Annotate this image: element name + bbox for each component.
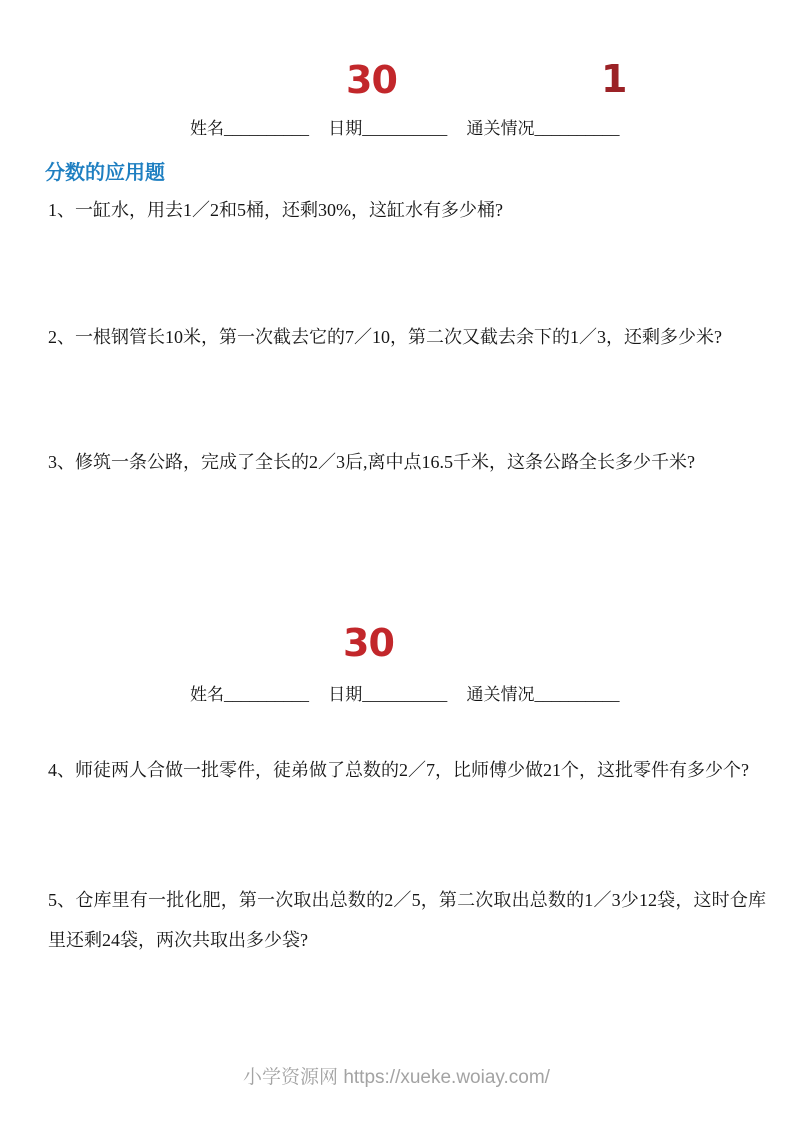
site-footer: 小学资源网 https://xueke.woiay.com/ [243,1067,550,1088]
info-row-top [190,118,620,140]
name-blank: 姓名__________ [190,119,309,138]
info-row-middle [190,684,620,706]
question-3: 3、修筑一条公路，完成了全长的2／3后,离中点16.5千米，这条公路全长多少千米? [48,452,695,472]
pass-status-blank: 通关情况__________ [466,685,620,704]
date-blank: 日期__________ [328,685,448,704]
date-blank: 日期__________ [328,119,448,138]
page-number: 1 [601,57,628,101]
score-badge-middle: 30 [343,621,394,665]
question-1: 1、一缸水，用去1／2和5桶，还剩30%，这缸水有多少桶? [48,200,503,220]
question-2: 2、一根钢管长10米，第一次截去它的7／10，第二次又截去余下的1／3，还剩多少米? [48,327,722,347]
pass-status-blank: 通关情况__________ [466,119,620,138]
section-title: 分数的应用题 [45,162,165,184]
question-4: 4、师徒两人合做一批零件，徒弟做了总数的2／7，比师傅少做21个，这批零件有多少个? [48,760,749,780]
name-blank: 姓名__________ [190,685,309,704]
question-5: 5、仓库里有一批化肥，第一次取出总数的2／5，第二次取出总数的1／3少12袋，这时仓库里还剩24袋，两次共取出多少袋? [48,890,766,950]
score-badge-top: 30 [346,58,397,102]
